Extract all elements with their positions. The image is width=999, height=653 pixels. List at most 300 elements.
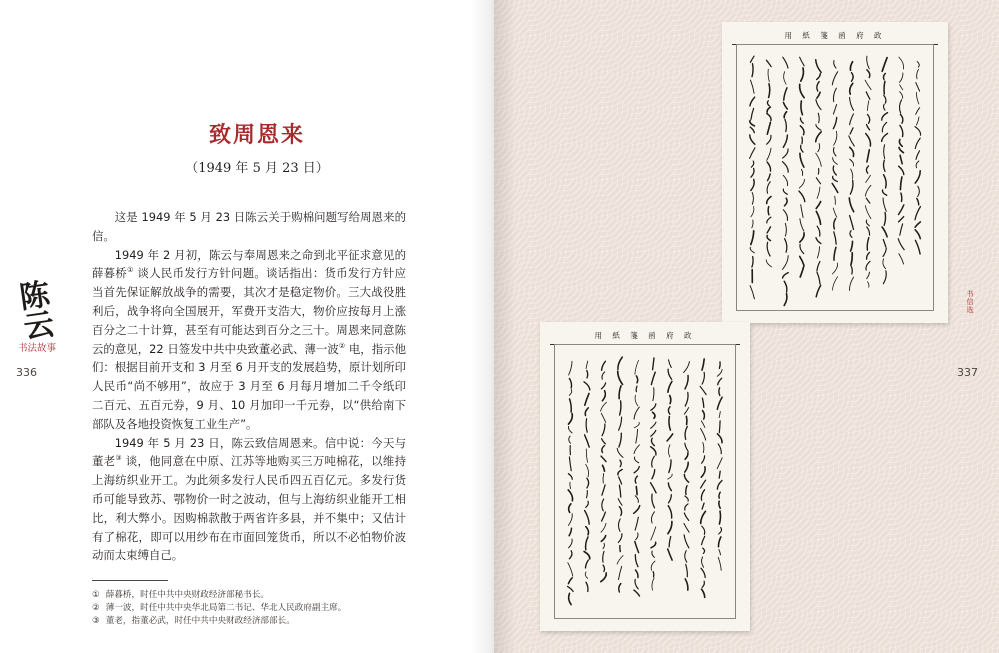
brush-stroke bbox=[850, 97, 854, 110]
brush-stroke bbox=[750, 127, 754, 133]
brush-stroke bbox=[719, 362, 720, 369]
brush-stroke bbox=[636, 376, 637, 383]
brush-stroke bbox=[817, 92, 820, 98]
brush-stroke bbox=[635, 395, 638, 406]
brush-stroke bbox=[916, 151, 920, 160]
brush-stroke bbox=[719, 421, 720, 433]
brush-stroke bbox=[668, 522, 672, 534]
brush-stroke bbox=[569, 551, 572, 559]
brush-stroke bbox=[686, 416, 687, 424]
brush-stroke bbox=[570, 399, 572, 412]
brush-stroke bbox=[768, 69, 769, 82]
brush-stroke bbox=[619, 566, 622, 579]
brush-stroke bbox=[799, 179, 804, 188]
brush-stroke bbox=[915, 207, 921, 220]
brush-stroke bbox=[568, 426, 572, 432]
brush-stroke bbox=[652, 551, 655, 557]
brush-stroke bbox=[701, 511, 706, 523]
brush-stroke bbox=[601, 383, 605, 389]
brush-stroke bbox=[702, 589, 705, 597]
brush-stroke bbox=[799, 191, 805, 202]
brush-stroke bbox=[900, 224, 903, 235]
brush-stroke bbox=[767, 227, 770, 233]
brush-stroke bbox=[635, 496, 638, 503]
brush-stroke bbox=[569, 361, 572, 375]
brush-stroke bbox=[849, 136, 855, 146]
brush-stroke bbox=[816, 285, 821, 297]
right-page bbox=[494, 0, 999, 653]
brush-stroke bbox=[634, 590, 640, 596]
brush-stroke bbox=[569, 528, 571, 536]
brush-stroke bbox=[684, 474, 688, 482]
brush-stroke bbox=[817, 272, 820, 284]
brush-stroke bbox=[618, 499, 622, 506]
brush-stroke bbox=[702, 372, 704, 384]
brush-stroke bbox=[603, 551, 604, 562]
brush-stroke bbox=[850, 62, 852, 71]
brush-stroke bbox=[719, 550, 721, 555]
brush-stroke bbox=[684, 408, 688, 415]
brush-stroke bbox=[617, 448, 623, 457]
brush-stroke bbox=[684, 523, 689, 532]
brush-stroke bbox=[586, 449, 587, 462]
brush-stroke bbox=[833, 158, 838, 165]
brush-stroke bbox=[618, 357, 622, 369]
gutter-shadow-right bbox=[494, 0, 516, 653]
brush-stroke bbox=[900, 155, 902, 164]
letterhead: 用 紙 箋 函 府 政 bbox=[550, 330, 740, 345]
brush-stroke bbox=[669, 460, 671, 473]
brush-stroke bbox=[816, 132, 822, 142]
brush-stroke bbox=[718, 444, 721, 454]
letter-date: （1949 年 5 月 23 日） bbox=[185, 161, 329, 176]
brush-stroke bbox=[768, 174, 771, 181]
brush-stroke bbox=[702, 503, 704, 509]
brush-stroke bbox=[867, 227, 870, 235]
brush-stroke bbox=[899, 57, 904, 69]
brush-stroke bbox=[801, 205, 803, 218]
brush-stroke bbox=[668, 445, 670, 457]
brush-stroke bbox=[601, 402, 607, 411]
brush-stroke bbox=[570, 482, 571, 488]
brush-stroke bbox=[865, 185, 871, 196]
brush-stroke bbox=[651, 512, 654, 523]
footnote-item bbox=[92, 589, 412, 602]
brush-stroke bbox=[751, 80, 755, 93]
brush-stroke bbox=[718, 537, 720, 547]
brush-stroke bbox=[850, 216, 854, 230]
brush-stroke bbox=[618, 371, 623, 384]
brush-stroke bbox=[883, 160, 885, 171]
brush-stroke bbox=[586, 537, 588, 550]
brush-stroke bbox=[669, 360, 672, 368]
paragraph-text: 电，指示他们：根据目前开支和 3 月至 6 月开支的发展趋势，原计划所印人民币“尚不够用”，故应于 3 月至 6 月每月增加二千令纸印二百元、五百元券，9 月、10 月加印一千元券，以“供给南下部队及各地投资恢复工业生产”。 bbox=[92, 341, 407, 431]
brush-stroke bbox=[801, 68, 804, 81]
brush-stroke bbox=[717, 458, 722, 469]
brush-stroke bbox=[652, 456, 655, 467]
brush-stroke bbox=[586, 419, 587, 433]
brush-stroke bbox=[816, 100, 821, 110]
brush-stroke bbox=[899, 148, 903, 153]
brush-stroke bbox=[900, 73, 903, 82]
brush-stroke bbox=[685, 453, 688, 459]
brush-stroke bbox=[701, 467, 705, 477]
brush-stroke bbox=[619, 485, 620, 497]
brush-stroke bbox=[817, 187, 820, 198]
brush-stroke bbox=[568, 474, 572, 480]
brush-stroke bbox=[867, 272, 870, 279]
brush-stroke bbox=[899, 166, 904, 174]
brush-stroke bbox=[767, 114, 771, 121]
brush-stroke bbox=[866, 175, 871, 182]
brush-stroke bbox=[884, 145, 885, 159]
brush-stroke bbox=[603, 465, 605, 471]
brush-stroke bbox=[851, 241, 853, 251]
brush-stroke bbox=[684, 362, 690, 373]
brush-stroke bbox=[619, 386, 621, 399]
brush-stroke bbox=[587, 478, 589, 488]
brush-stroke bbox=[915, 230, 920, 239]
brush-stroke bbox=[882, 227, 887, 237]
brush-stroke bbox=[751, 168, 754, 177]
brush-stroke bbox=[899, 205, 904, 215]
brush-stroke bbox=[620, 460, 621, 466]
body-paragraph bbox=[92, 246, 406, 434]
brush-stroke bbox=[750, 286, 754, 299]
brush-stroke bbox=[867, 70, 870, 78]
brush-stroke bbox=[618, 470, 622, 475]
brush-stroke bbox=[852, 73, 854, 82]
brush-stroke bbox=[785, 119, 786, 131]
brush-stroke bbox=[685, 392, 688, 406]
page-number-right: 337 bbox=[957, 366, 978, 379]
brush-stroke bbox=[750, 97, 755, 106]
brush-stroke bbox=[703, 411, 705, 420]
brush-stroke bbox=[917, 198, 919, 205]
brush-stroke bbox=[701, 421, 705, 428]
brush-stroke bbox=[783, 189, 787, 194]
brush-stroke bbox=[703, 548, 705, 553]
brush-stroke bbox=[784, 112, 786, 118]
brush-stroke bbox=[898, 239, 904, 250]
brush-stroke bbox=[783, 57, 788, 68]
brush-stroke bbox=[882, 113, 888, 121]
brush-stroke bbox=[635, 517, 638, 530]
brush-stroke bbox=[668, 369, 672, 379]
brush-stroke bbox=[702, 581, 704, 587]
brush-stroke bbox=[900, 92, 903, 99]
brush-stroke bbox=[833, 208, 837, 217]
brush-stroke bbox=[784, 294, 787, 306]
body-paragraph bbox=[92, 208, 406, 246]
brush-stroke bbox=[817, 247, 819, 259]
brush-stroke bbox=[800, 267, 803, 277]
brush-stroke bbox=[866, 198, 870, 203]
brush-stroke bbox=[900, 125, 903, 136]
brush-stroke bbox=[620, 401, 621, 415]
brush-stroke bbox=[603, 474, 604, 484]
brush-stroke bbox=[685, 504, 688, 510]
brush-stroke bbox=[602, 361, 606, 370]
brush-stroke bbox=[634, 467, 639, 473]
brush-stroke bbox=[602, 499, 604, 511]
brush-stroke bbox=[868, 114, 870, 123]
brush-stroke bbox=[602, 372, 605, 379]
brush-stroke bbox=[850, 231, 852, 238]
brush-stroke bbox=[766, 260, 771, 267]
brush-stroke bbox=[668, 549, 672, 560]
brush-stroke bbox=[719, 501, 720, 508]
brush-stroke bbox=[601, 413, 605, 422]
brush-stroke bbox=[686, 486, 687, 495]
brush-stroke bbox=[602, 391, 605, 401]
handwriting-image bbox=[540, 322, 750, 631]
brush-stroke bbox=[751, 179, 754, 190]
letter-sheet-1 bbox=[722, 22, 948, 323]
brush-stroke bbox=[767, 197, 771, 204]
brush-stroke bbox=[702, 526, 705, 534]
brush-stroke bbox=[916, 108, 920, 115]
brush-stroke bbox=[684, 535, 689, 548]
series-mark-right: 书信选 bbox=[966, 290, 974, 314]
brush-stroke bbox=[636, 429, 638, 443]
brush-stroke bbox=[685, 579, 688, 590]
brush-stroke bbox=[651, 430, 656, 436]
brush-stroke bbox=[634, 407, 639, 419]
brush-stroke bbox=[915, 171, 920, 183]
brush-stroke bbox=[652, 494, 655, 508]
brush-stroke bbox=[784, 281, 787, 292]
brush-stroke bbox=[701, 568, 705, 577]
brush-stroke bbox=[701, 429, 706, 441]
brush-stroke bbox=[851, 169, 853, 179]
brush-stroke bbox=[717, 370, 722, 377]
brush-stroke bbox=[750, 135, 755, 144]
brush-stroke bbox=[719, 471, 720, 478]
brush-stroke bbox=[751, 108, 754, 119]
brush-stroke bbox=[752, 64, 753, 77]
brush-stroke bbox=[833, 88, 836, 101]
brush-stroke bbox=[651, 542, 656, 548]
brush-stroke bbox=[602, 424, 605, 436]
footnote-item bbox=[92, 615, 412, 628]
brush-stroke bbox=[817, 74, 821, 80]
brush-stroke bbox=[767, 107, 770, 112]
brush-stroke bbox=[900, 177, 902, 190]
brush-stroke bbox=[635, 360, 639, 374]
brush-stroke bbox=[816, 202, 821, 209]
handwriting-image bbox=[722, 22, 948, 323]
brush-stroke bbox=[651, 561, 655, 570]
left-page bbox=[0, 0, 494, 653]
brush-stroke bbox=[817, 82, 819, 91]
brush-stroke bbox=[569, 504, 571, 513]
brush-stroke bbox=[884, 175, 887, 188]
brush-stroke bbox=[785, 239, 787, 253]
brush-stroke bbox=[866, 134, 871, 146]
brush-stroke bbox=[915, 240, 920, 254]
brush-stroke bbox=[816, 178, 820, 184]
brush-stroke bbox=[832, 72, 837, 85]
brush-stroke bbox=[900, 114, 903, 123]
brush-stroke bbox=[834, 131, 837, 145]
brush-stroke bbox=[916, 161, 919, 168]
brush-stroke bbox=[783, 149, 788, 158]
brush-stroke bbox=[851, 253, 852, 266]
brush-stroke bbox=[783, 273, 789, 278]
brush-stroke bbox=[701, 480, 706, 488]
brush-stroke bbox=[586, 527, 589, 535]
brush-stroke bbox=[883, 240, 886, 248]
brush-stroke bbox=[568, 514, 572, 526]
brush-stroke bbox=[685, 426, 687, 439]
brush-stroke bbox=[816, 211, 820, 224]
brush-stroke bbox=[800, 126, 804, 135]
body-paragraph bbox=[92, 434, 406, 566]
footnote-marker: ② bbox=[92, 603, 100, 613]
brush-stroke bbox=[700, 386, 706, 394]
brush-stroke bbox=[586, 501, 589, 507]
brush-stroke bbox=[686, 564, 688, 576]
brush-stroke bbox=[685, 443, 688, 451]
brush-stroke bbox=[619, 417, 622, 430]
brush-stroke bbox=[767, 101, 769, 106]
brush-stroke bbox=[851, 267, 852, 274]
brush-stroke bbox=[865, 206, 871, 219]
brush-stroke bbox=[750, 148, 755, 159]
brush-stroke bbox=[634, 506, 640, 514]
letterhead: 用 紙 箋 函 府 政 bbox=[732, 30, 938, 45]
footnote-divider bbox=[92, 580, 168, 581]
brush-stroke bbox=[584, 552, 590, 559]
brush-stroke bbox=[816, 153, 822, 166]
brush-stroke bbox=[834, 247, 836, 260]
brush-stroke bbox=[850, 147, 854, 156]
brush-stroke bbox=[719, 492, 720, 498]
brush-stroke bbox=[850, 159, 854, 166]
brush-stroke bbox=[917, 69, 919, 79]
brush-stroke bbox=[850, 114, 854, 125]
paragraph-text: 谈人民币发行方针问题。谈话指出：货币发行方针应当首先保证解放战争的需要，其次才是稳定物价。三大战役胜利后，战争将向全国展开，军费开支浩大，物价应按每月上涨百分之二十计算，甚至有可能达到百分之三十。周恩来同意陈云的意见，22 日签发中共中央致董必武、薄一波 bbox=[92, 266, 406, 356]
brush-stroke bbox=[816, 125, 821, 131]
brush-stroke bbox=[767, 162, 770, 171]
footnote-text: 薛暮桥，时任中共中央财政经济部秘书长。 bbox=[105, 590, 270, 600]
brush-stroke bbox=[703, 443, 704, 453]
brush-stroke bbox=[783, 210, 787, 221]
brush-stroke bbox=[668, 474, 672, 479]
brush-stroke bbox=[883, 73, 885, 79]
brush-stroke bbox=[785, 223, 786, 236]
letter-sheet-2 bbox=[540, 322, 750, 631]
brush-stroke bbox=[883, 198, 886, 211]
brush-stroke bbox=[585, 511, 590, 525]
brush-stroke bbox=[634, 422, 639, 427]
brush-stroke bbox=[867, 101, 868, 111]
brush-stroke bbox=[767, 135, 771, 144]
brush-stroke bbox=[702, 536, 705, 544]
brush-stroke bbox=[883, 248, 886, 256]
brush-stroke bbox=[882, 133, 888, 141]
brush-stroke bbox=[833, 117, 836, 128]
paragraph-text: 1949 年 2 月初，陈云与奉周恩来之命到北平征求意见的薛暮桥 bbox=[92, 247, 406, 281]
footnote-text: 董老，指董必武，时任中共中央财政经济部部长。 bbox=[105, 616, 295, 626]
paragraph-text: 1949 年 5 月 23 日，陈云致信周恩来。信中说：今天与董老 bbox=[92, 435, 406, 469]
brush-stroke bbox=[719, 511, 720, 524]
brush-stroke bbox=[653, 412, 655, 418]
brush-stroke bbox=[867, 252, 870, 259]
brush-stroke bbox=[653, 572, 654, 577]
brush-stroke bbox=[884, 81, 885, 94]
brush-stroke bbox=[883, 271, 886, 284]
brush-stroke bbox=[800, 219, 804, 231]
brush-stroke bbox=[800, 118, 803, 123]
brush-stroke bbox=[717, 481, 722, 490]
brush-stroke bbox=[636, 533, 638, 540]
brush-stroke bbox=[635, 542, 639, 553]
brush-stroke bbox=[918, 186, 920, 196]
brush-stroke bbox=[800, 244, 804, 253]
brush-stroke bbox=[800, 84, 805, 97]
brush-stroke bbox=[618, 519, 620, 532]
brush-stroke bbox=[784, 72, 787, 85]
brush-stroke bbox=[569, 539, 573, 548]
brush-stroke bbox=[702, 398, 703, 407]
brush-stroke bbox=[651, 447, 656, 455]
brush-stroke bbox=[702, 456, 705, 463]
brush-stroke bbox=[685, 376, 688, 389]
brush-stroke bbox=[717, 434, 722, 443]
brush-stroke bbox=[685, 496, 688, 501]
brush-stroke bbox=[601, 536, 605, 542]
brush-stroke bbox=[636, 487, 637, 495]
brush-stroke bbox=[568, 563, 573, 576]
brush-stroke bbox=[636, 386, 637, 392]
brush-stroke bbox=[752, 193, 753, 205]
brush-stroke bbox=[634, 445, 639, 454]
brush-stroke bbox=[618, 534, 622, 543]
brush-stroke bbox=[636, 570, 639, 577]
brush-stroke bbox=[602, 446, 605, 453]
brush-stroke bbox=[834, 219, 836, 229]
brush-stroke bbox=[750, 120, 755, 126]
brush-stroke bbox=[668, 382, 672, 393]
brush-stroke bbox=[587, 491, 588, 498]
brush-stroke bbox=[818, 144, 820, 152]
brush-stroke bbox=[833, 148, 836, 157]
brush-stroke bbox=[586, 361, 588, 369]
brush-stroke bbox=[785, 198, 788, 206]
brush-stroke bbox=[601, 573, 606, 582]
brush-stroke bbox=[899, 100, 901, 114]
brush-stroke bbox=[602, 485, 605, 495]
brush-stroke bbox=[651, 422, 656, 428]
brush-stroke bbox=[585, 394, 589, 406]
brush-stroke bbox=[601, 456, 606, 462]
brush-stroke bbox=[586, 560, 589, 568]
brush-stroke bbox=[719, 388, 720, 396]
brush-stroke bbox=[585, 572, 587, 579]
brush-stroke bbox=[817, 262, 820, 271]
brush-stroke bbox=[719, 412, 720, 418]
brush-stroke bbox=[832, 183, 838, 192]
brush-stroke bbox=[916, 83, 920, 92]
body-text bbox=[92, 208, 406, 565]
brush-stroke bbox=[652, 578, 654, 590]
brush-stroke bbox=[718, 378, 722, 385]
brush-stroke bbox=[784, 88, 787, 100]
brush-stroke bbox=[832, 277, 837, 290]
brush-stroke bbox=[653, 358, 654, 370]
